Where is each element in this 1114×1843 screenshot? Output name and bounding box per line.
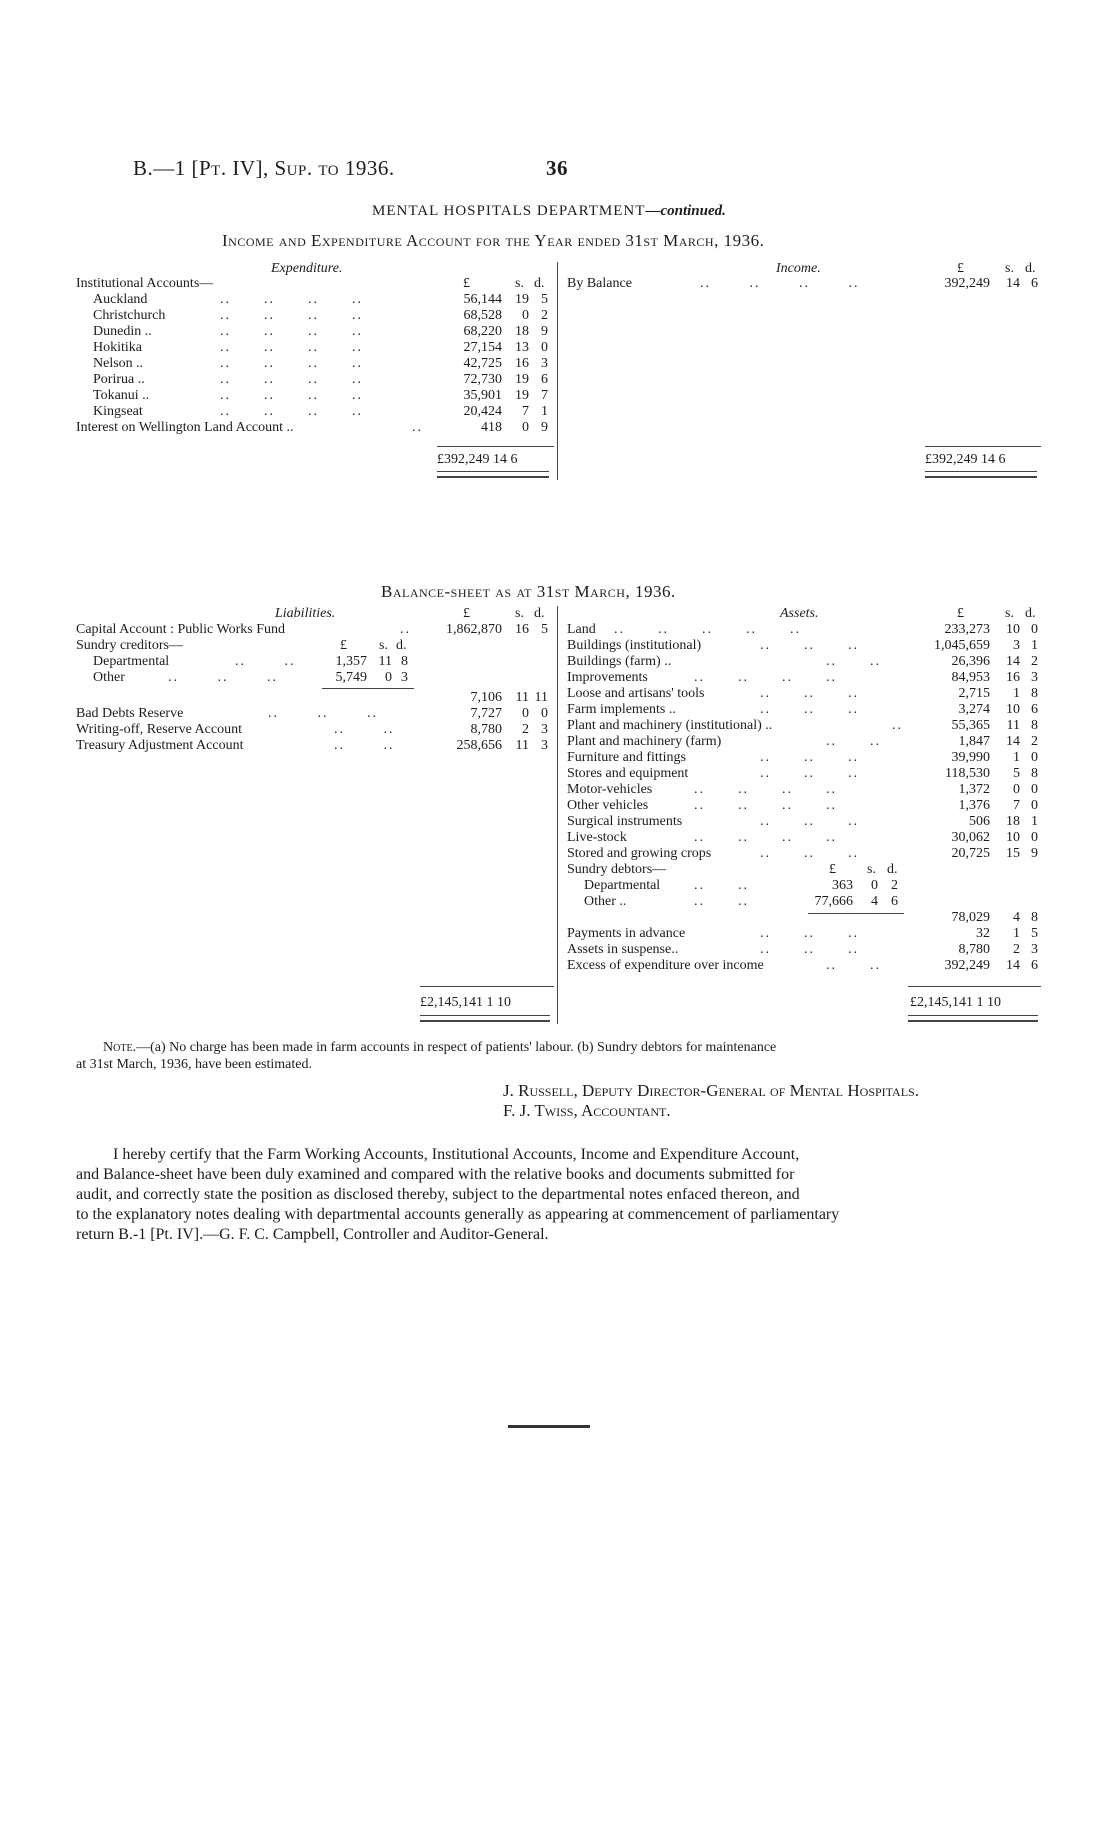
bs-asset-pence: 5 [1031, 926, 1038, 941]
bs-asset-pence: 1 [1031, 814, 1038, 829]
bs-asset-name: Land [567, 622, 596, 637]
ie-row-pounds: 42,725 [463, 356, 502, 371]
bs-asset-shillings: 10 [1006, 702, 1020, 717]
bs-sundry-currency-pound: £ [340, 638, 347, 653]
bs-asset-leaders: .. .. .. [760, 702, 859, 717]
ie-right-currency-pence: d. [1025, 261, 1036, 276]
ie-right-double-rule [925, 471, 1037, 478]
department-title [372, 203, 726, 220]
bs-right-currency-pence: d. [1025, 606, 1036, 621]
department-title-continued: —continued. [645, 203, 726, 219]
note-line-2: at 31st March, 1936, have been estimated. [76, 1057, 312, 1072]
bs-right-currency-shilling: s. [1005, 606, 1014, 621]
bs-sundry-currency-shilling: s. [379, 638, 388, 653]
bs-asset-pence: 8 [1031, 766, 1038, 781]
signature-deputy-director: J. Russell, Deputy Director-General of Mental Hospitals. [503, 1081, 919, 1100]
ie-row-pounds: 56,144 [463, 292, 502, 307]
ie-right-rule [925, 446, 1041, 447]
bs-asset-leaders: .. .. .. [760, 686, 859, 701]
bs-asset-name: Surgical instruments [567, 814, 683, 829]
ie-row-pence: 9 [541, 420, 548, 435]
ie-income-name: By Balance [567, 276, 632, 291]
bs-row-shillings: 0 [871, 878, 878, 893]
bs-asset-pence: 8 [1031, 718, 1038, 733]
ie-row-leaders: .. .. .. .. [220, 308, 363, 323]
bs-asset-name: Buildings (farm) .. [567, 654, 672, 669]
bs-asset-name: Plant and machinery (institutional) .. [567, 718, 773, 733]
bs-asset-leaders: .. .. .. [760, 942, 859, 957]
ie-row-pence: 7 [541, 388, 548, 403]
bs-asset-pounds: 55,365 [951, 718, 990, 733]
bs-assets-heading: Assets. [780, 606, 819, 621]
ie-row-pounds: 68,528 [463, 308, 502, 323]
department-title-main: MENTAL HOSPITALS DEPARTMENT [372, 203, 646, 219]
bs-left-rule [420, 986, 554, 987]
bs-row-pounds: 78,029 [951, 910, 990, 925]
ie-income-shillings: 14 [1006, 276, 1020, 291]
bs-asset-shillings: 2 [1013, 942, 1020, 957]
bs-asset-leaders: .. .. .. [760, 846, 859, 861]
bs-title: Balance-sheet as at 31st March, 1936. [381, 582, 676, 601]
bs-asset-name: Other vehicles [567, 798, 649, 813]
bs-row-shillings: 11 [515, 738, 529, 753]
bs-asset-leaders: .. .. .. [760, 926, 859, 941]
bs-row-pence: 8 [1031, 910, 1038, 925]
bs-asset-shillings: 7 [1013, 798, 1020, 813]
bs-row-shillings: 4 [1013, 910, 1020, 925]
bs-row-pounds: 1,357 [335, 654, 367, 669]
ie-income-pounds: 392,249 [944, 276, 990, 291]
ie-row-pence: 6 [541, 372, 548, 387]
bs-asset-name: Farm implements .. [567, 702, 676, 717]
ie-row-shillings: 18 [515, 324, 529, 339]
page-number: 36 [546, 156, 568, 180]
bs-asset-leaders: .. .. .. .. [694, 670, 837, 685]
bs-right-double-rule [908, 1015, 1038, 1022]
bs-asset-leaders: .. .. [826, 958, 881, 973]
note-label: Note. [103, 1040, 137, 1055]
bs-asset-pence: 0 [1031, 750, 1038, 765]
bs-row-name: Treasury Adjustment Account [76, 738, 244, 753]
bs-total-right: £2,145,141 1 10 [910, 995, 1001, 1010]
ie-row-pounds: 27,154 [463, 340, 502, 355]
bs-row-pounds: 77,666 [814, 894, 853, 909]
bs-debtors-currency-shilling: s. [867, 862, 876, 877]
bs-row-name: Other .. [584, 894, 627, 909]
bs-asset-leaders: .. .. .. [760, 766, 859, 781]
bs-asset-leaders: .. .. .. [760, 814, 859, 829]
ie-row-shillings: 19 [515, 388, 529, 403]
bs-asset-name: Assets in suspense.. [567, 942, 679, 957]
note-line-1 [103, 1040, 776, 1056]
bs-asset-name: Buildings (institutional) [567, 638, 702, 653]
certificate-line: to the explanatory notes dealing with departmental accounts generally as appearing at commencement of parliamentary [76, 1206, 840, 1223]
ie-right-currency-pound: £ [957, 261, 964, 276]
bs-row-shillings: 11 [515, 690, 529, 705]
bs-asset-leaders: .. .. .. .. [694, 782, 837, 797]
ie-row-shillings: 16 [515, 356, 529, 371]
bs-row-leaders: .. .. [235, 654, 296, 669]
ie-row-pounds: 418 [481, 420, 502, 435]
ie-income-heading: Income. [776, 261, 821, 276]
bs-row-leaders: .. .. [694, 894, 749, 909]
bs-asset-pounds: 39,990 [951, 750, 990, 765]
ie-row-name: Tokanui .. [93, 388, 150, 403]
bs-asset-shillings: 1 [1013, 750, 1020, 765]
ie-total-left: £392,249 14 6 [437, 452, 518, 467]
bs-row-leaders: .. [400, 622, 411, 637]
bs-asset-name: Excess of expenditure over income [567, 958, 764, 973]
bs-asset-pence: 6 [1031, 958, 1038, 973]
bs-sundry-debtors-label: Sundry debtors— [567, 862, 667, 877]
bs-row-name: Departmental [584, 878, 661, 893]
ie-row-leaders: .. .. .. .. [220, 292, 363, 307]
bs-asset-leaders: .. .. .. .. .. [614, 622, 801, 637]
certificate-line: I hereby certify that the Farm Working Accounts, Institutional Accounts, Income and Expenditure Account, [113, 1146, 800, 1163]
ie-left-double-rule [437, 471, 549, 478]
bs-asset-pounds: 26,396 [951, 654, 990, 669]
ie-row-pence: 0 [541, 340, 548, 355]
bs-asset-name: Payments in advance [567, 926, 686, 941]
bs-left-currency-pence: d. [534, 606, 545, 621]
bs-row-name: Departmental [93, 654, 170, 669]
bs-row-pence: 0 [541, 706, 548, 721]
bs-asset-shillings: 14 [1006, 734, 1020, 749]
bs-asset-pence: 3 [1031, 942, 1038, 957]
ie-row-leaders: .. [412, 420, 423, 435]
ie-income-pence: 6 [1031, 276, 1038, 291]
ie-row-name: Hokitika [93, 340, 142, 355]
bs-asset-shillings: 18 [1006, 814, 1020, 829]
bs-asset-pounds: 1,045,659 [934, 638, 990, 653]
bs-debtors-currency-pence: d. [887, 862, 898, 877]
ie-row-pence: 3 [541, 356, 548, 371]
bs-row-pence: 3 [541, 722, 548, 737]
bs-row-shillings: 0 [522, 706, 529, 721]
bs-row-shillings: 11 [378, 654, 392, 669]
bs-asset-leaders: .. .. .. .. [694, 798, 837, 813]
bs-asset-leaders: .. .. .. [760, 750, 859, 765]
bs-divider [557, 606, 558, 1024]
signature-accountant: F. J. Twiss, Accountant. [503, 1101, 671, 1120]
ie-row-pence: 2 [541, 308, 548, 323]
ie-divider [557, 262, 558, 480]
bs-asset-leaders: .. [892, 718, 903, 733]
ie-institutional-label: Institutional Accounts— [76, 276, 214, 291]
bs-debtors-rule [808, 913, 904, 914]
ie-row-shillings: 19 [515, 292, 529, 307]
bs-asset-pence: 0 [1031, 782, 1038, 797]
bs-asset-shillings: 14 [1006, 958, 1020, 973]
bs-row-pence: 5 [541, 622, 548, 637]
ie-row-leaders: .. .. .. .. [220, 324, 363, 339]
bs-asset-shillings: 15 [1006, 846, 1020, 861]
bs-row-pence: 8 [401, 654, 408, 669]
ie-row-name: Porirua .. [93, 372, 145, 387]
bs-asset-leaders: .. .. .. .. [694, 830, 837, 845]
bs-asset-name: Live-stock [567, 830, 627, 845]
bs-row-pence: 3 [401, 670, 408, 685]
bs-row-pounds: 258,656 [456, 738, 502, 753]
bs-row-name: Bad Debts Reserve [76, 706, 184, 721]
bs-asset-pounds: 84,953 [951, 670, 990, 685]
bs-row-leaders: .. .. .. [168, 670, 278, 685]
bs-row-pence: 3 [541, 738, 548, 753]
ie-row-name: Christchurch [93, 308, 166, 323]
bs-asset-name: Loose and artisans' tools [567, 686, 705, 701]
ie-left-currency-pound: £ [463, 276, 470, 291]
bs-row-pence: 11 [534, 690, 548, 705]
bs-asset-pence: 6 [1031, 702, 1038, 717]
ie-row-name: Dunedin .. [93, 324, 152, 339]
bs-row-pounds: 5,749 [335, 670, 367, 685]
bs-asset-pounds: 506 [969, 814, 990, 829]
bs-asset-pounds: 392,249 [944, 958, 990, 973]
bs-asset-pence: 8 [1031, 686, 1038, 701]
note-text: —(a) No charge has been made in farm accounts in respect of patients' labour. (b) Sundry debtors for maintenance [136, 1040, 777, 1055]
bs-asset-pence: 2 [1031, 654, 1038, 669]
ie-row-pounds: 35,901 [463, 388, 502, 403]
ie-title: Income and Expenditure Account for the Year ended 31st March, 1936. [222, 231, 765, 250]
bs-row-pounds: 7,106 [470, 690, 502, 705]
bs-asset-pounds: 32 [976, 926, 990, 941]
bs-asset-shillings: 1 [1013, 686, 1020, 701]
bs-asset-pence: 0 [1031, 798, 1038, 813]
bs-row-shillings: 2 [522, 722, 529, 737]
bs-asset-shillings: 3 [1013, 638, 1020, 653]
ie-left-rule [437, 446, 554, 447]
ie-row-name: Interest on Wellington Land Account .. [76, 420, 294, 435]
page-header-reference: B.—1 [Pt. IV], Sup. to 1936. [133, 156, 395, 180]
bs-row-leaders: .. .. [694, 878, 749, 893]
ie-row-shillings: 0 [522, 420, 529, 435]
bs-asset-shillings: 14 [1006, 654, 1020, 669]
bs-asset-pounds: 2,715 [958, 686, 990, 701]
bs-asset-pounds: 118,530 [945, 766, 990, 781]
bs-left-currency-shilling: s. [515, 606, 524, 621]
ie-row-shillings: 19 [515, 372, 529, 387]
ie-expenditure-heading: Expenditure. [271, 261, 343, 276]
bs-row-leaders: .. .. .. [268, 706, 378, 721]
bs-row-leaders: .. .. [334, 722, 395, 737]
bs-asset-pence: 0 [1031, 830, 1038, 845]
bs-sundry-currency-pence: d. [396, 638, 407, 653]
bs-asset-shillings: 1 [1013, 926, 1020, 941]
bs-asset-shillings: 16 [1006, 670, 1020, 685]
bs-row-name: Capital Account : Public Works Fund [76, 622, 285, 637]
ie-row-pence: 5 [541, 292, 548, 307]
bs-asset-name: Improvements [567, 670, 648, 685]
ie-row-name: Auckland [93, 292, 148, 307]
bs-asset-shillings: 11 [1006, 718, 1020, 733]
ie-row-leaders: .. .. .. .. [220, 404, 363, 419]
bs-asset-pounds: 1,372 [958, 782, 990, 797]
bs-row-pence: 6 [891, 894, 898, 909]
bs-asset-pence: 1 [1031, 638, 1038, 653]
ie-left-currency-pence: d. [534, 276, 545, 291]
ie-income-leaders: .. .. .. .. [700, 276, 860, 291]
ie-row-leaders: .. .. .. .. [220, 372, 363, 387]
ie-row-leaders: .. .. .. .. [220, 388, 363, 403]
bs-asset-leaders: .. .. [826, 654, 881, 669]
bs-asset-name: Plant and machinery (farm) [567, 734, 722, 749]
certificate-line: return B.-1 [Pt. IV].—G. F. C. Campbell, Controller and Auditor-General. [76, 1226, 549, 1243]
bs-row-shillings: 0 [385, 670, 392, 685]
bs-asset-pounds: 8,780 [958, 942, 990, 957]
bs-row-pounds: 7,727 [470, 706, 502, 721]
bs-row-pounds: 8,780 [470, 722, 502, 737]
ie-row-pounds: 20,424 [463, 404, 502, 419]
bs-asset-pounds: 20,725 [951, 846, 990, 861]
ie-left-currency-shilling: s. [515, 276, 524, 291]
bs-asset-pence: 9 [1031, 846, 1038, 861]
bs-asset-name: Motor-vehicles [567, 782, 653, 797]
ie-row-leaders: .. .. .. .. [220, 340, 363, 355]
bs-asset-name: Furniture and fittings [567, 750, 686, 765]
certificate-line: audit, and correctly state the position as disclosed thereby, subject to the departmental notes enfaced thereon, and [76, 1186, 800, 1203]
bs-asset-shillings: 10 [1006, 830, 1020, 845]
ie-row-shillings: 13 [515, 340, 529, 355]
bs-right-currency-pound: £ [957, 606, 964, 621]
bs-asset-pence: 0 [1031, 622, 1038, 637]
bs-asset-pounds: 3,274 [958, 702, 990, 717]
ie-row-name: Kingseat [93, 404, 143, 419]
bs-sundry-rule [322, 688, 414, 689]
bs-row-pence: 2 [891, 878, 898, 893]
ie-row-pence: 9 [541, 324, 548, 339]
bs-asset-name: Stored and growing crops [567, 846, 712, 861]
ie-row-shillings: 7 [522, 404, 529, 419]
bs-asset-pounds: 1,376 [958, 798, 990, 813]
bs-asset-leaders: .. .. [826, 734, 881, 749]
ie-row-pence: 1 [541, 404, 548, 419]
ie-row-pounds: 72,730 [463, 372, 502, 387]
ie-row-pounds: 68,220 [463, 324, 502, 339]
bs-liabilities-heading: Liabilities. [275, 606, 336, 621]
bs-total-left: £2,145,141 1 10 [420, 995, 511, 1010]
bs-asset-shillings: 10 [1006, 622, 1020, 637]
bs-row-pounds: 363 [832, 878, 853, 893]
end-rule [508, 1425, 590, 1428]
bs-asset-pence: 3 [1031, 670, 1038, 685]
bs-debtors-currency-pound: £ [829, 862, 836, 877]
bs-row-shillings: 4 [871, 894, 878, 909]
bs-row-pounds: 1,862,870 [446, 622, 502, 637]
ie-row-leaders: .. .. .. .. [220, 356, 363, 371]
bs-asset-shillings: 0 [1013, 782, 1020, 797]
bs-row-shillings: 16 [515, 622, 529, 637]
ie-right-currency-shilling: s. [1005, 261, 1014, 276]
bs-row-leaders: .. .. [334, 738, 395, 753]
ie-row-shillings: 0 [522, 308, 529, 323]
certificate-line: and Balance-sheet have been duly examined and compared with the relative books and documents submitted for [76, 1166, 795, 1183]
ie-total-right: £392,249 14 6 [925, 452, 1006, 467]
bs-right-rule [908, 986, 1041, 987]
bs-asset-pounds: 233,273 [944, 622, 990, 637]
bs-asset-pounds: 30,062 [951, 830, 990, 845]
bs-left-double-rule [420, 1015, 550, 1022]
bs-asset-pounds: 1,847 [958, 734, 990, 749]
bs-left-currency-pound: £ [463, 606, 470, 621]
bs-asset-name: Stores and equipment [567, 766, 689, 781]
ie-row-name: Nelson .. [93, 356, 144, 371]
bs-asset-shillings: 5 [1013, 766, 1020, 781]
bs-row-name: Writing-off, Reserve Account [76, 722, 242, 737]
bs-asset-pence: 2 [1031, 734, 1038, 749]
bs-sundry-creditors-label: Sundry creditors— [76, 638, 183, 653]
bs-row-name: Other [93, 670, 125, 685]
bs-asset-leaders: .. .. .. [760, 638, 859, 653]
